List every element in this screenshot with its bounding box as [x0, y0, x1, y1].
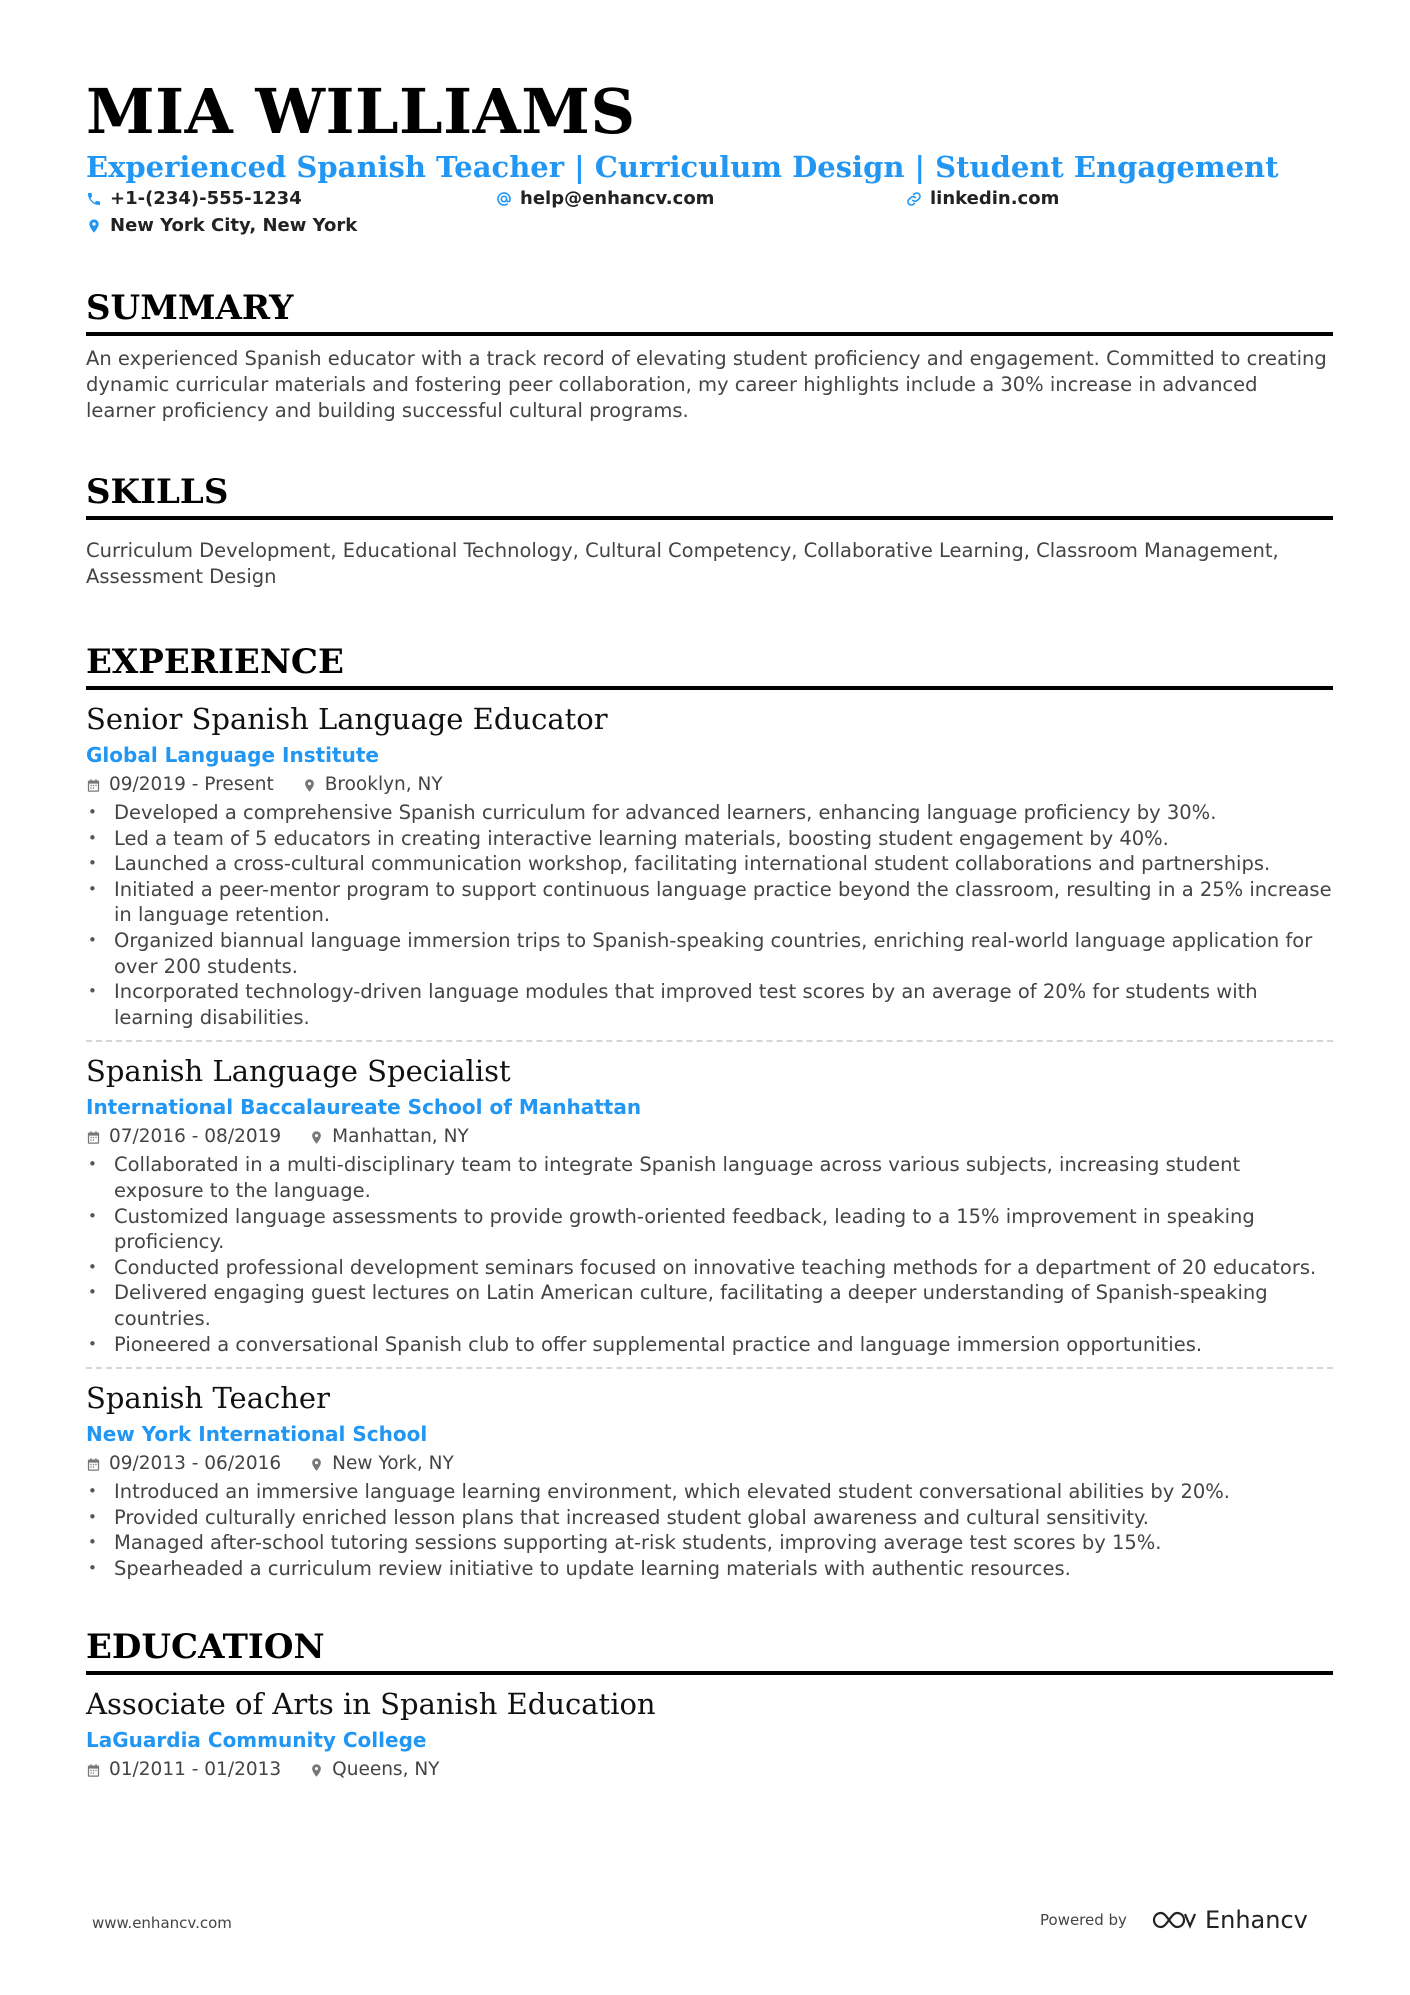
linkedin-text: linkedin.com	[930, 188, 1060, 209]
bullet-item: • Provided culturally enriched lesson plans that increased student global awareness and cultural sensitivity.	[86, 1505, 1333, 1531]
bullet-item: • Pioneered a conversational Spanish club to offer supplemental practice and language immersion opportunities.	[86, 1332, 1333, 1358]
job-meta	[86, 1122, 1333, 1152]
section-title-experience: EXPERIENCE	[86, 640, 1333, 690]
experience-entry	[86, 1379, 1333, 1581]
job-title: Spanish Teacher	[86, 1381, 330, 1416]
job-title: Spanish Language Specialist	[86, 1054, 511, 1089]
section-title-skills: SKILLS	[86, 470, 1333, 520]
education-entry	[86, 1685, 1333, 1785]
job-location	[302, 770, 443, 800]
contact-linkedin[interactable]	[906, 188, 1059, 209]
at-icon	[496, 191, 512, 207]
map-pin-icon	[86, 218, 102, 234]
resume-page	[86, 76, 1333, 1785]
bullet-item: • Customized language assessments to provide growth-oriented feedback, leading to a 15% improvement in speaking proficiency.	[86, 1204, 1333, 1255]
bullet-item: • Collaborated in a multi-disciplinary team to integrate Spanish language across various subjects, increasing student exposure to the language.	[86, 1152, 1333, 1203]
candidate-name: MIA WILLIAMS	[86, 75, 636, 148]
job-location	[309, 1122, 469, 1152]
job-bullets	[86, 1152, 1333, 1357]
contact-phone[interactable]	[86, 188, 302, 209]
job-location	[309, 1449, 454, 1479]
skills-text: Curriculum Development, Educational Technology, Cultural Competency, Collaborative Learning, Classroom Management, Assessment Design	[86, 539, 1279, 588]
experience-entry	[86, 1052, 1333, 1357]
bullet-item: • Organized biannual language immersion trips to Spanish-speaking countries, enriching real-world language application for over 200 students.	[86, 928, 1333, 979]
job-location-text: New York, NY	[332, 1453, 454, 1475]
bullet-item: • Launched a cross-cultural communication workshop, facilitating international student collaborations and partnerships.	[86, 851, 1333, 877]
company-name[interactable]: Global Language Institute	[86, 743, 379, 767]
bullet-item: • Conducted professional development seminars focused on innovative teaching methods for a department of 20 educators.	[86, 1255, 1333, 1281]
map-pin-icon	[302, 778, 317, 793]
job-meta	[86, 1449, 1333, 1479]
powered-by-text: Powered by	[1040, 1911, 1127, 1929]
experience-section	[86, 640, 1333, 1581]
entry-divider	[86, 1040, 1333, 1042]
job-meta	[86, 770, 1333, 800]
education-location-text: Queens, NY	[332, 1759, 440, 1781]
calendar-icon	[86, 1457, 101, 1472]
job-dates: 09/2013 - 06/2016	[109, 1453, 282, 1475]
bullet-item: • Introduced an immersive language learning environment, which elevated student conversational abilities by 20%.	[86, 1479, 1333, 1505]
bullet-item: • Developed a comprehensive Spanish curriculum for advanced learners, enhancing language proficiency by 30%.	[86, 800, 1333, 826]
company-name[interactable]: New York International School	[86, 1422, 428, 1447]
job-dates: 07/2016 - 08/2019	[109, 1126, 282, 1148]
job-bullets	[86, 1479, 1333, 1581]
education-section	[86, 1625, 1333, 1785]
map-pin-icon	[309, 1457, 324, 1472]
phone-text: +1-(234)-555-1234	[110, 188, 302, 209]
bullet-item: • Led a team of 5 educators in creating interactive learning materials, boosting student engagement by 40%.	[86, 826, 1333, 852]
contact-info	[86, 186, 1333, 244]
bullet-item: • Incorporated technology-driven language modules that improved test scores by an average of 20% for students with learning disabilities.	[86, 979, 1333, 1030]
calendar-icon	[86, 1763, 101, 1778]
skills-section	[86, 470, 1333, 590]
map-pin-icon	[309, 1763, 324, 1778]
degree-title: Associate of Arts in Spanish Education	[86, 1687, 656, 1722]
education-dates: 01/2011 - 01/2013	[109, 1759, 282, 1781]
contact-location	[86, 215, 357, 236]
summary-text: An experienced Spanish educator with a track record of elevating student proficiency and engagement. Committed to creating dynamic curricular materials and fostering peer collaboration, my career highlights include a 30% increase in advanced learner proficiency and building successful cultural programs.	[86, 347, 1327, 422]
headline: Experienced Spanish Teacher | Curriculum Design | Student Engagement	[86, 150, 1279, 184]
link-icon	[906, 191, 922, 207]
bullet-item: • Spearheaded a curriculum review initiative to update learning materials with authentic resources.	[86, 1556, 1333, 1582]
phone-icon	[86, 191, 102, 207]
enhancv-logo-icon	[1151, 1908, 1197, 1932]
education-location	[309, 1755, 439, 1785]
location-text: New York City, New York	[110, 215, 358, 236]
education-meta	[86, 1755, 1333, 1785]
email-text: help@enhancv.com	[520, 188, 715, 209]
entry-divider	[86, 1367, 1333, 1369]
section-title-education: EDUCATION	[86, 1625, 1333, 1675]
school-name[interactable]: LaGuardia Community College	[86, 1728, 427, 1753]
bullet-item: • Managed after-school tutoring sessions supporting at-risk students, improving average test scores by 15%.	[86, 1530, 1333, 1556]
footer-website[interactable]: www.enhancv.com	[92, 1914, 232, 1932]
bullet-item: • Initiated a peer-mentor program to support continuous language practice beyond the classroom, resulting in a 25% increase in language retention.	[86, 877, 1333, 928]
calendar-icon	[86, 778, 101, 793]
brand-name: Enhancv	[1204, 1906, 1308, 1934]
experience-entry	[86, 700, 1333, 1030]
company-name[interactable]: International Baccalaureate School of Manhattan	[86, 1095, 642, 1120]
map-pin-icon	[309, 1130, 324, 1145]
brand-logo[interactable]	[1151, 1906, 1308, 1934]
job-location-text: Manhattan, NY	[332, 1126, 469, 1148]
calendar-icon	[86, 1130, 101, 1145]
job-location-text: Brooklyn, NY	[324, 774, 443, 795]
bullet-item: • Delivered engaging guest lectures on Latin American culture, facilitating a deeper understanding of Spanish-speaking countries.	[86, 1280, 1333, 1331]
job-dates: 09/2019 - Present	[109, 774, 274, 795]
contact-email[interactable]	[496, 188, 714, 209]
footer-branding	[1040, 1906, 1308, 1934]
job-title: Senior Spanish Language Educator	[86, 702, 608, 736]
summary-section	[86, 286, 1333, 424]
section-title-summary: SUMMARY	[86, 286, 1333, 336]
job-bullets	[86, 800, 1333, 1030]
